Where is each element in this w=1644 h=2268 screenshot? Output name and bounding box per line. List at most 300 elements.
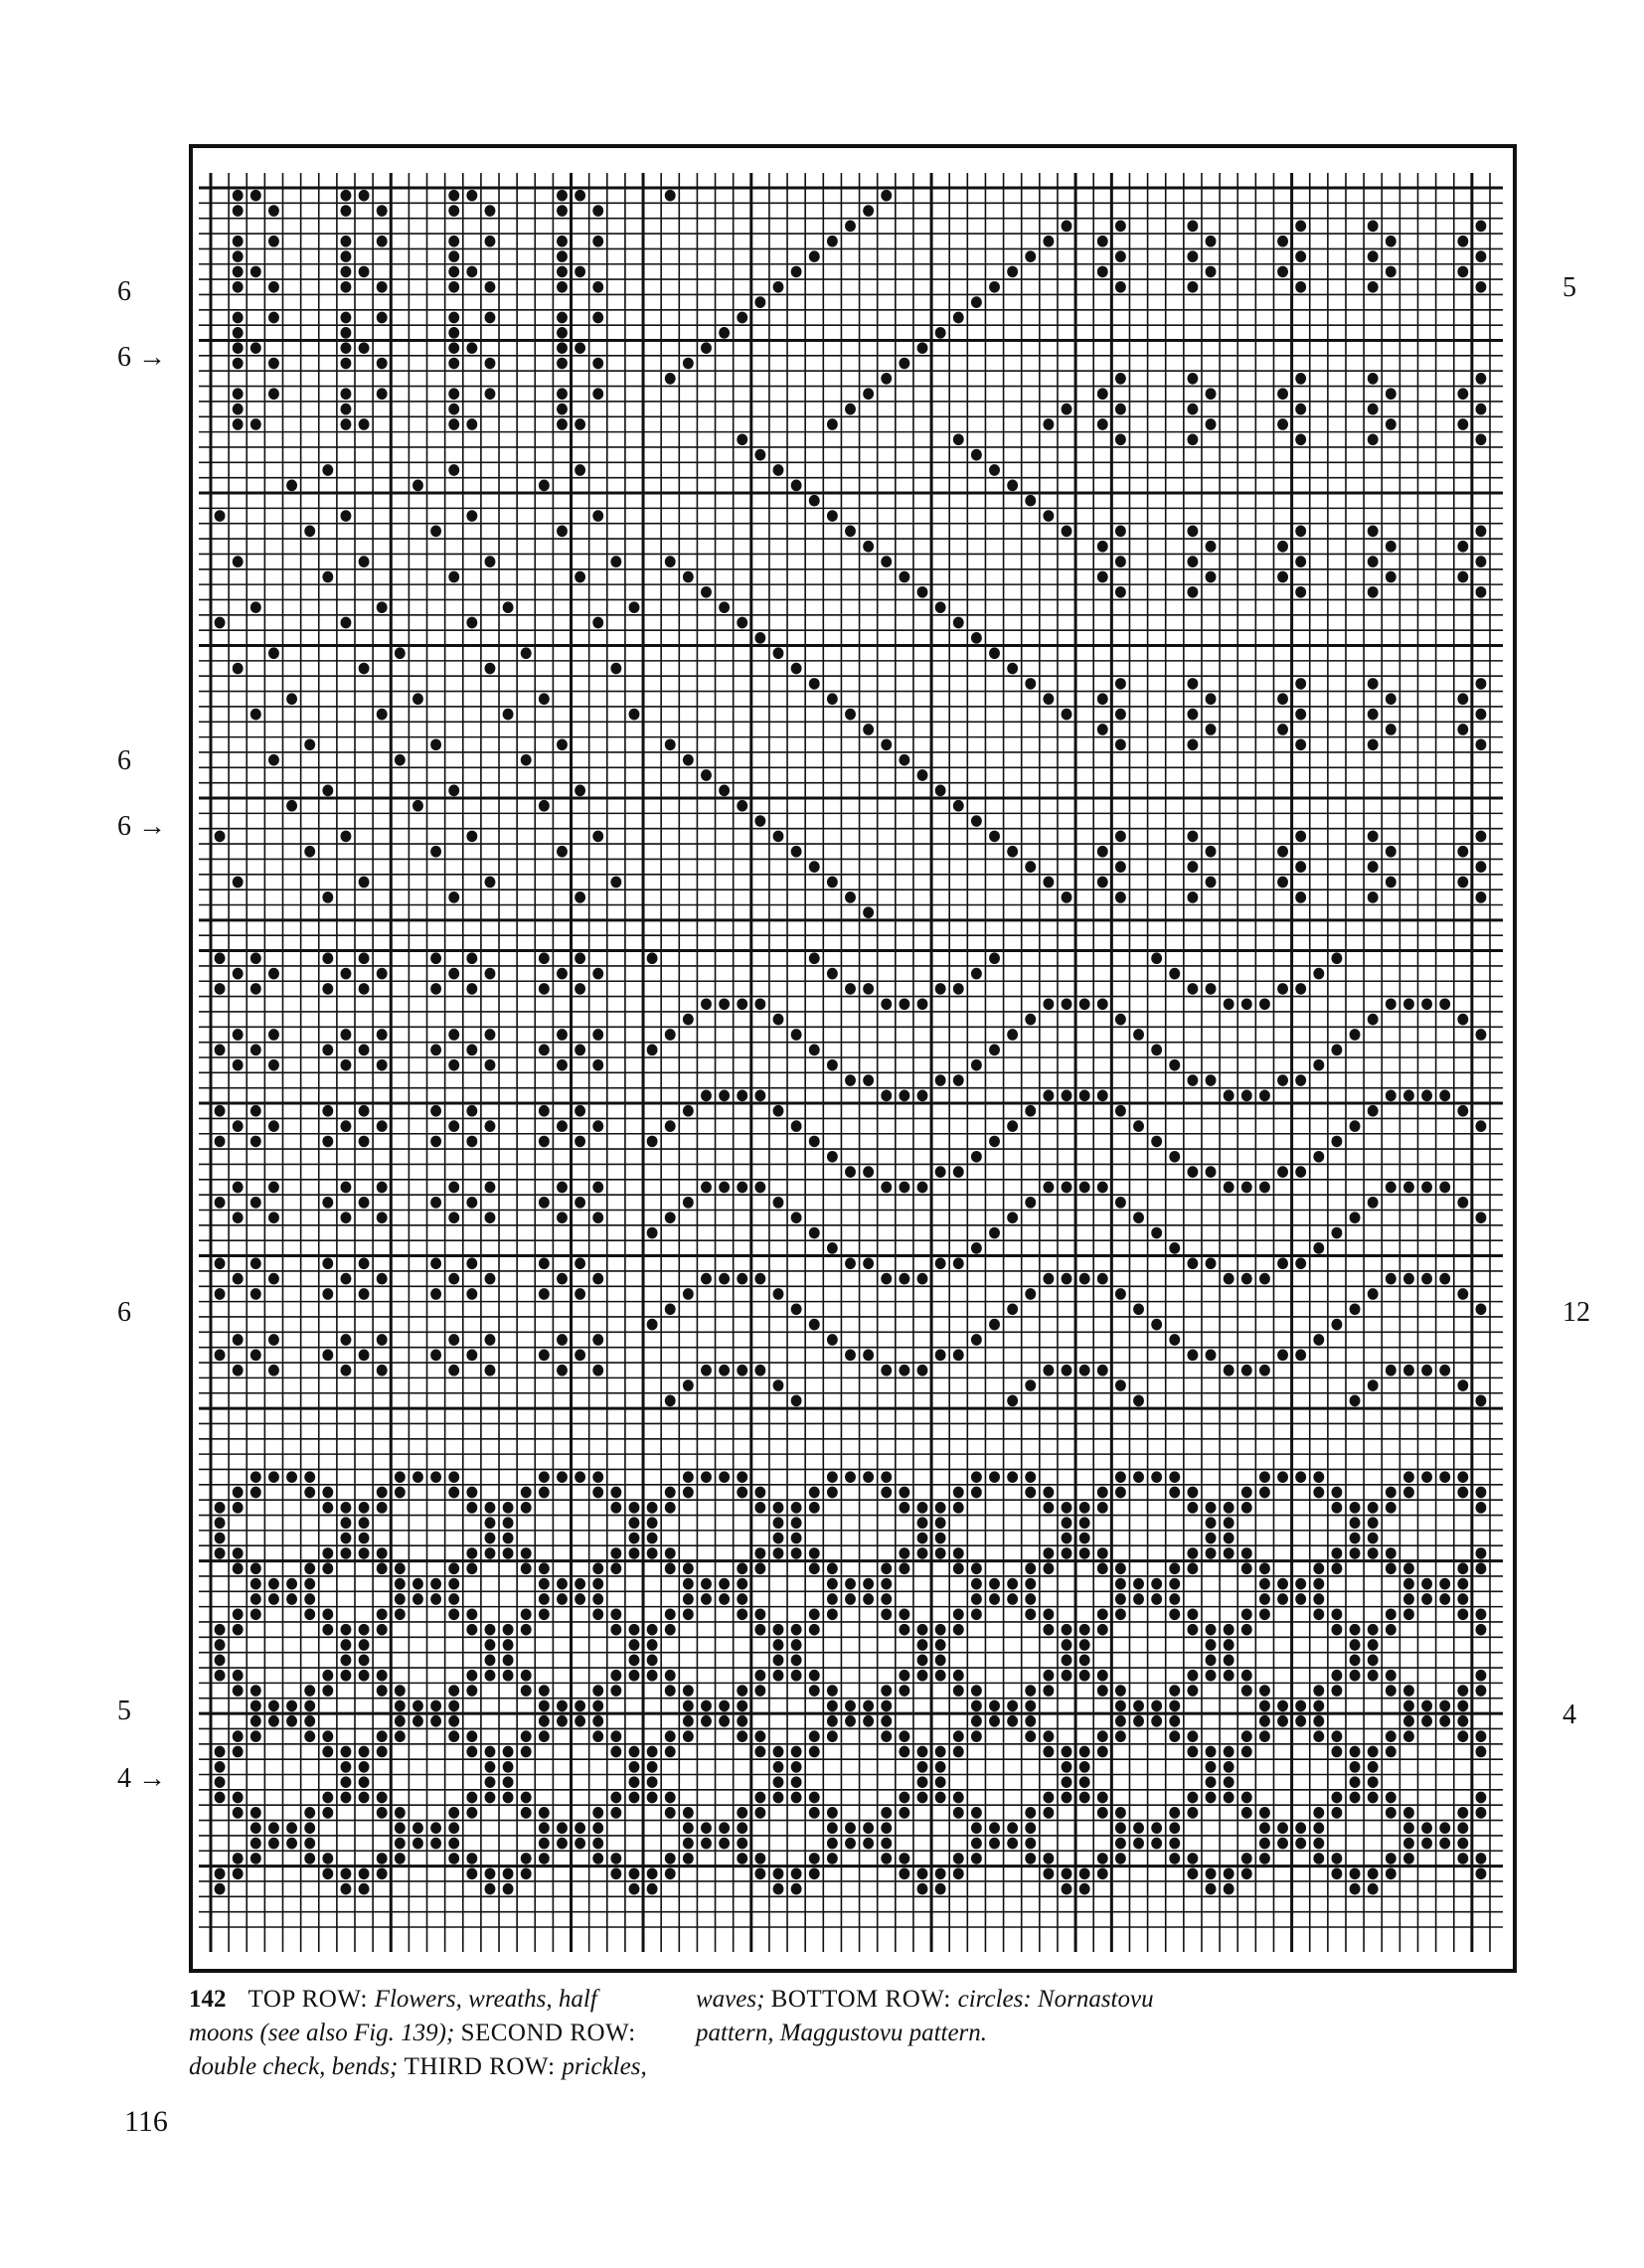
stitch-dot — [1313, 1822, 1324, 1834]
stitch-dot — [1259, 1182, 1270, 1194]
stitch-dot — [286, 800, 297, 812]
stitch-dot — [1295, 1578, 1306, 1590]
stitch-dot — [899, 1090, 909, 1102]
stitch-dot — [1187, 709, 1198, 721]
stitch-dot — [377, 1273, 388, 1285]
stitch-dot — [935, 1166, 946, 1178]
stitch-dot — [557, 1059, 568, 1071]
stitch-dot — [827, 1578, 838, 1590]
stitch-dot — [1241, 998, 1252, 1010]
stitch-dot — [233, 968, 244, 980]
stitch-dot — [1368, 1624, 1379, 1636]
stitch-dot — [1206, 236, 1217, 247]
stitch-dot — [1368, 1883, 1379, 1895]
stitch-dot — [412, 1715, 423, 1727]
stitch-dot — [1224, 1655, 1234, 1667]
stitch-dot — [1313, 1562, 1324, 1574]
stitch-dot — [827, 877, 838, 889]
stitch-dot — [1025, 1593, 1036, 1605]
stitch-dot — [1313, 1471, 1324, 1483]
stitch-dot — [1169, 1242, 1180, 1254]
stitch-dot — [521, 1547, 532, 1559]
stitch-dot — [1097, 1670, 1108, 1682]
stitch-dot — [1187, 1562, 1198, 1574]
stitch-dot — [665, 1792, 676, 1804]
stitch-dot — [899, 1273, 909, 1285]
stitch-dot — [233, 1334, 244, 1346]
stitch-dot — [1025, 1288, 1036, 1300]
stitch-dot — [665, 1547, 676, 1559]
stitch-dot — [827, 236, 838, 247]
stitch-dot — [610, 1624, 621, 1636]
stitch-dot — [1277, 877, 1288, 889]
stitch-dot — [1097, 1502, 1108, 1514]
stitch-dot — [1151, 1593, 1162, 1605]
stitch-dot — [575, 1838, 585, 1850]
stitch-dot — [665, 1685, 676, 1697]
stitch-dot — [377, 1730, 388, 1742]
stitch-dot — [466, 1685, 477, 1697]
stitch-dot — [521, 754, 532, 766]
stitch-dot — [1295, 1838, 1306, 1850]
stitch-dot — [448, 1838, 459, 1850]
stitch-dot — [1295, 861, 1306, 873]
stitch-dot — [485, 1365, 496, 1377]
stitch-dot — [791, 1655, 802, 1667]
stitch-dot — [250, 1807, 261, 1819]
stitch-dot — [575, 464, 585, 476]
stitch-dot — [917, 1624, 928, 1636]
stitch-dot — [233, 250, 244, 262]
stitch-dot — [359, 1883, 370, 1895]
stitch-dot — [1350, 1655, 1361, 1667]
stitch-dot — [1368, 1502, 1379, 1514]
stitch-dot — [304, 738, 315, 750]
stitch-dot — [557, 846, 568, 858]
stitch-dot — [377, 1547, 388, 1559]
stitch-dot — [215, 1533, 226, 1544]
stitch-dot — [754, 1502, 765, 1514]
stitch-dot — [665, 1487, 676, 1499]
stitch-dot — [1295, 556, 1306, 567]
stitch-dot — [341, 1883, 352, 1895]
stitch-dot — [971, 1608, 982, 1620]
stitch-dot — [503, 1517, 514, 1529]
stitch-dot — [250, 1822, 261, 1834]
stitch-dot — [754, 632, 765, 644]
stitch-dot — [971, 1701, 982, 1712]
right-label-3: 4 — [1562, 1700, 1576, 1730]
stitch-dot — [1259, 998, 1270, 1010]
stitch-dot — [1206, 983, 1217, 995]
stitch-dot — [1007, 1212, 1018, 1223]
stitch-dot — [845, 1715, 856, 1727]
stitch-dot — [1079, 998, 1090, 1010]
stitch-dot — [1241, 1624, 1252, 1636]
stitch-dot — [575, 1715, 585, 1727]
stitch-dot — [1097, 1867, 1108, 1879]
stitch-dot — [917, 1547, 928, 1559]
stitch-dot — [341, 236, 352, 247]
stitch-dot — [773, 647, 784, 659]
stitch-dot — [1187, 1350, 1198, 1362]
stitch-dot — [377, 1670, 388, 1682]
stitch-dot — [809, 952, 820, 964]
caption-col1-segment: Flowers, wreaths, half moons (see also Fig. 139); — [189, 1986, 597, 2046]
stitch-dot — [935, 1350, 946, 1362]
stitch-dot — [1187, 221, 1198, 233]
stitch-dot — [754, 1730, 765, 1742]
stitch-dot — [953, 1502, 964, 1514]
stitch-dot — [304, 1471, 315, 1483]
stitch-dot — [953, 1670, 964, 1682]
stitch-dot — [233, 1670, 244, 1682]
stitch-dot — [377, 1334, 388, 1346]
stitch-dot — [341, 1029, 352, 1041]
stitch-dot — [1403, 1807, 1414, 1819]
stitch-dot — [539, 1257, 550, 1269]
stitch-dot — [1025, 861, 1036, 873]
stitch-dot — [1421, 1578, 1432, 1590]
stitch-dot — [791, 1517, 802, 1529]
stitch-dot — [1169, 1807, 1180, 1819]
stitch-dot — [629, 601, 640, 613]
stitch-dot — [773, 1761, 784, 1773]
stitch-dot — [827, 1838, 838, 1850]
stitch-dot — [863, 388, 874, 400]
stitch-dot — [448, 1273, 459, 1285]
stitch-dot — [466, 1730, 477, 1742]
stitch-dot — [359, 663, 370, 675]
stitch-dot — [1097, 1624, 1108, 1636]
stitch-dot — [1187, 433, 1198, 445]
stitch-dot — [322, 1624, 333, 1636]
stitch-dot — [1386, 1670, 1397, 1682]
stitch-dot — [629, 1746, 640, 1758]
stitch-dot — [737, 1471, 747, 1483]
stitch-dot — [557, 1701, 568, 1712]
stitch-dot — [1368, 1517, 1379, 1529]
stitch-dot — [1457, 1197, 1468, 1209]
stitch-dot — [989, 1715, 1000, 1727]
stitch-dot — [1313, 1685, 1324, 1697]
stitch-dot — [430, 846, 441, 858]
stitch-dot — [557, 1029, 568, 1041]
stitch-dot — [1277, 983, 1288, 995]
stitch-dot — [1241, 1608, 1252, 1620]
stitch-dot — [1097, 877, 1108, 889]
stitch-dot — [1241, 1867, 1252, 1879]
stitch-dot — [575, 342, 585, 354]
stitch-dot — [359, 1655, 370, 1667]
stitch-dot — [377, 1502, 388, 1514]
stitch-dot — [665, 738, 676, 750]
stitch-dot — [430, 983, 441, 995]
stitch-dot — [1169, 1334, 1180, 1346]
stitch-dot — [1115, 831, 1126, 843]
stitch-dot — [683, 358, 694, 370]
stitch-dot — [845, 891, 856, 903]
stitch-dot — [773, 1105, 784, 1117]
stitch-dot — [1187, 1685, 1198, 1697]
stitch-dot — [754, 1685, 765, 1697]
stitch-dot — [250, 1136, 261, 1148]
stitch-dot — [917, 1867, 928, 1879]
stitch-dot — [1386, 998, 1397, 1010]
stitch-dot — [953, 1166, 964, 1178]
stitch-dot — [1259, 1593, 1270, 1605]
stitch-dot — [1151, 1319, 1162, 1331]
stitch-dot — [1457, 418, 1468, 430]
stitch-dot — [448, 1853, 459, 1864]
stitch-dot — [395, 1562, 406, 1574]
stitch-dot — [881, 1487, 892, 1499]
stitch-dot — [1043, 877, 1054, 889]
stitch-dot — [791, 1547, 802, 1559]
stitch-dot — [1277, 418, 1288, 430]
stitch-dot — [322, 1257, 333, 1269]
stitch-dot — [701, 1701, 712, 1712]
stitch-dot — [827, 1608, 838, 1620]
stitch-dot — [683, 1379, 694, 1391]
stitch-dot — [754, 1487, 765, 1499]
stitch-dot — [448, 1715, 459, 1727]
stitch-dot — [791, 1303, 802, 1315]
stitch-dot — [754, 1608, 765, 1620]
stitch-dot — [917, 1365, 928, 1377]
stitch-dot — [845, 1166, 856, 1178]
stitch-dot — [1062, 1670, 1072, 1682]
stitch-dot — [1457, 1838, 1468, 1850]
stitch-dot — [215, 1761, 226, 1773]
stitch-dot — [341, 1502, 352, 1514]
stitch-dot — [953, 1685, 964, 1697]
stitch-dot — [377, 1746, 388, 1758]
stitch-dot — [881, 1608, 892, 1620]
stitch-dot — [485, 358, 496, 370]
stitch-dot — [1206, 571, 1217, 583]
stitch-dot — [971, 1334, 982, 1346]
stitch-dot — [1187, 1074, 1198, 1086]
stitch-dot — [1151, 1578, 1162, 1590]
stitch-dot — [809, 1685, 820, 1697]
stitch-dot — [791, 1624, 802, 1636]
stitch-dot — [809, 1547, 820, 1559]
stitch-dot — [683, 1715, 694, 1727]
stitch-dot — [1115, 250, 1126, 262]
stitch-dot — [377, 709, 388, 721]
stitch-dot — [341, 418, 352, 430]
stitch-dot — [359, 1624, 370, 1636]
stitch-dot — [1007, 480, 1018, 492]
stitch-dot — [575, 266, 585, 278]
stitch-dot — [1151, 1471, 1162, 1483]
stitch-dot — [448, 1029, 459, 1041]
stitch-dot — [773, 1670, 784, 1682]
stitch-dot — [1062, 998, 1072, 1010]
stitch-dot — [989, 952, 1000, 964]
stitch-dot — [1457, 1471, 1468, 1483]
left-label-5: 6 — [117, 1297, 131, 1328]
stitch-dot — [592, 388, 603, 400]
stitch-dot — [1062, 709, 1072, 721]
stitch-dot — [466, 1502, 477, 1514]
stitch-dot — [665, 1608, 676, 1620]
stitch-dot — [1206, 1547, 1217, 1559]
stitch-dot — [1115, 526, 1126, 538]
stitch-dot — [233, 1059, 244, 1071]
stitch-dot — [1386, 1562, 1397, 1574]
stitch-dot — [899, 754, 909, 766]
stitch-dot — [917, 1517, 928, 1529]
stitch-dot — [1224, 1273, 1234, 1285]
stitch-dot — [863, 1593, 874, 1605]
stitch-dot — [899, 1792, 909, 1804]
stitch-dot — [1368, 1655, 1379, 1667]
stitch-dot — [665, 1746, 676, 1758]
stitch-dot — [521, 1746, 532, 1758]
stitch-dot — [448, 1212, 459, 1223]
stitch-dot — [1475, 1624, 1486, 1636]
stitch-dot — [773, 1776, 784, 1788]
stitch-dot — [466, 1487, 477, 1499]
stitch-dot — [448, 785, 459, 797]
stitch-dot — [430, 1136, 441, 1148]
stitch-dot — [466, 1197, 477, 1209]
stitch-dot — [377, 1212, 388, 1223]
stitch-dot — [1295, 831, 1306, 843]
stitch-dot — [557, 281, 568, 293]
stitch-dot — [1475, 556, 1486, 567]
stitch-dot — [953, 1624, 964, 1636]
stitch-dot — [1295, 221, 1306, 233]
stitch-dot — [485, 877, 496, 889]
stitch-dot — [268, 1334, 279, 1346]
stitch-dot — [1259, 1730, 1270, 1742]
stitch-dot — [1350, 1395, 1361, 1407]
stitch-dot — [503, 1761, 514, 1773]
stitch-dot — [215, 983, 226, 995]
stitch-dot — [1007, 1593, 1018, 1605]
stitch-dot — [322, 1350, 333, 1362]
stitch-dot — [539, 1350, 550, 1362]
stitch-dot — [1439, 1715, 1450, 1727]
stitch-dot — [250, 709, 261, 721]
stitch-dot — [971, 1471, 982, 1483]
stitch-dot — [575, 952, 585, 964]
stitch-dot — [1457, 877, 1468, 889]
stitch-dot — [1097, 1562, 1108, 1574]
stitch-dot — [1043, 1487, 1054, 1499]
stitch-dot — [485, 1059, 496, 1071]
stitch-dot — [683, 1685, 694, 1697]
stitch-dot — [935, 601, 946, 613]
stitch-dot — [881, 556, 892, 567]
stitch-dot — [1313, 1487, 1324, 1499]
stitch-dot — [322, 1807, 333, 1819]
stitch-dot — [683, 1853, 694, 1864]
stitch-dot — [233, 1212, 244, 1223]
stitch-dot — [485, 1746, 496, 1758]
stitch-dot — [737, 1685, 747, 1697]
stitch-dot — [1115, 1853, 1126, 1864]
stitch-dot — [341, 1746, 352, 1758]
stitch-dot — [773, 1197, 784, 1209]
stitch-dot — [1115, 1471, 1126, 1483]
stitch-dot — [1224, 1533, 1234, 1544]
stitch-dot — [989, 1227, 1000, 1239]
stitch-dot — [1097, 1730, 1108, 1742]
stitch-dot — [1241, 1746, 1252, 1758]
stitch-dot — [377, 1792, 388, 1804]
stitch-dot — [1025, 1730, 1036, 1742]
stitch-dot — [1043, 998, 1054, 1010]
stitch-dot — [1224, 1624, 1234, 1636]
stitch-dot — [1115, 1197, 1126, 1209]
stitch-dot — [1295, 891, 1306, 903]
stitch-dot — [683, 1807, 694, 1819]
stitch-dot — [1115, 404, 1126, 415]
stitch-dot — [341, 1059, 352, 1071]
stitch-dot — [647, 1533, 658, 1544]
stitch-dot — [953, 800, 964, 812]
stitch-dot — [1386, 418, 1397, 430]
stitch-dot — [1313, 1807, 1324, 1819]
stitch-dot — [592, 1715, 603, 1727]
stitch-dot — [1331, 1044, 1342, 1055]
stitch-dot — [1043, 693, 1054, 705]
stitch-dot — [754, 1792, 765, 1804]
right-label-1: 5 — [1562, 272, 1576, 303]
stitch-dot — [1062, 221, 1072, 233]
stitch-dot — [304, 1685, 315, 1697]
stitch-dot — [575, 190, 585, 202]
stitch-dot — [701, 342, 712, 354]
stitch-dot — [701, 1838, 712, 1850]
left-label-4 — [117, 813, 187, 841]
stitch-dot — [1295, 1257, 1306, 1269]
stitch-dot — [322, 1670, 333, 1682]
stitch-dot — [341, 1273, 352, 1285]
stitch-dot — [233, 1807, 244, 1819]
stitch-dot — [845, 1578, 856, 1590]
stitch-dot — [1241, 1487, 1252, 1499]
stitch-dot — [466, 983, 477, 995]
stitch-dot — [899, 1182, 909, 1194]
stitch-dot — [286, 1701, 297, 1712]
stitch-dot — [719, 601, 730, 613]
stitch-dot — [557, 968, 568, 980]
stitch-dot — [665, 1853, 676, 1864]
stitch-dot — [1457, 1593, 1468, 1605]
stitch-dot — [215, 1670, 226, 1682]
stitch-dot — [215, 1502, 226, 1514]
stitch-dot — [1350, 1639, 1361, 1651]
stitch-dot — [1313, 1701, 1324, 1712]
stitch-dot — [485, 1273, 496, 1285]
stitch-dot — [1386, 1792, 1397, 1804]
stitch-dot — [557, 190, 568, 202]
stitch-dot — [1224, 1502, 1234, 1514]
stitch-dot — [592, 1853, 603, 1864]
stitch-dot — [971, 1487, 982, 1499]
stitch-dot — [377, 236, 388, 247]
stitch-dot — [610, 1685, 621, 1697]
stitch-dot — [1115, 1288, 1126, 1300]
stitch-dot — [466, 1608, 477, 1620]
stitch-dot — [341, 358, 352, 370]
stitch-dot — [647, 1792, 658, 1804]
